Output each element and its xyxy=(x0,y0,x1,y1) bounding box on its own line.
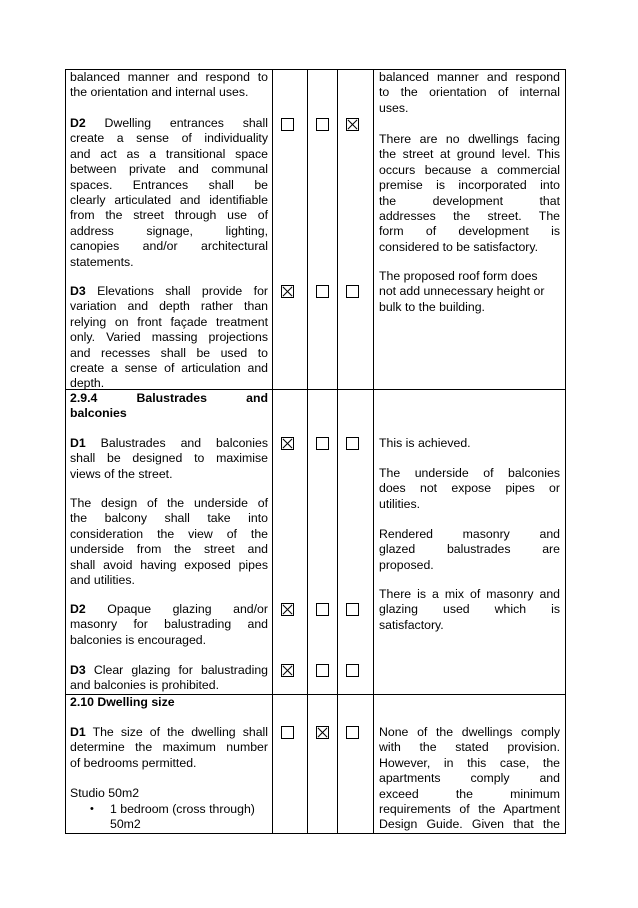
table-border-bottom xyxy=(65,833,565,834)
text-line: The size of the dwelling shall xyxy=(85,725,268,739)
requirement-d1-balconies xyxy=(70,436,268,482)
table-border-left xyxy=(65,69,66,834)
text-line: Rendered masonry and xyxy=(379,527,560,541)
d1-balconies-checkbox-na[interactable] xyxy=(346,437,359,450)
requirement-underside xyxy=(70,496,268,588)
text-line: occurs because a commercial xyxy=(379,162,560,177)
comment-d2-entrances xyxy=(379,132,560,255)
text-line: apartments comply and xyxy=(379,771,560,786)
text-line: to the orientation of internal xyxy=(379,85,560,100)
table-divider-2 xyxy=(307,69,308,834)
text-line: not add unnecessary height or xyxy=(379,284,545,299)
requirement-d3-elevations xyxy=(70,284,268,392)
text-line: between private and communal xyxy=(70,162,268,177)
text-line: balconies is encouraged. xyxy=(70,632,207,647)
text-line: depth. xyxy=(70,376,105,391)
text-line: requirements of the Apartment xyxy=(379,802,560,817)
text-line: Dwelling entrances shall xyxy=(85,116,268,130)
text-line: However, in this case, the xyxy=(379,755,560,770)
text-line: The design of the underside of xyxy=(70,496,268,510)
text-line: determine the maximum number xyxy=(70,740,268,755)
comment-d1-rendered xyxy=(379,527,560,573)
text-line: shall avoid having exposed pipes xyxy=(70,557,268,572)
text-line: create a sense of articulation and xyxy=(70,361,268,376)
text-line: balanced manner and respond xyxy=(379,70,560,84)
text-line: Balustrades and balconies xyxy=(85,436,268,450)
comment-d3-elevations xyxy=(379,269,560,315)
control-code: D3 xyxy=(70,284,86,298)
text-line: views of the street. xyxy=(70,466,173,481)
control-code: D1 xyxy=(70,725,86,739)
d1-dwelling-size-checkbox-no[interactable] xyxy=(316,726,329,739)
text-line: of bedrooms permitted. xyxy=(70,755,197,770)
text-line: underside from the street and xyxy=(70,542,268,557)
d3-clear-glazing-checkbox-no[interactable] xyxy=(316,664,329,677)
text-line: and utilities. xyxy=(70,573,135,588)
one-bedroom-size xyxy=(110,802,270,833)
text-line: None of the dwellings comply xyxy=(379,725,560,739)
text-line: 50m2 xyxy=(110,817,141,832)
d1-balconies-checkbox-no[interactable] xyxy=(316,437,329,450)
text-line: canopies and/or architectural xyxy=(70,239,268,254)
d1-dwelling-size-checkbox-na[interactable] xyxy=(346,726,359,739)
d1-dwelling-size-checkbox-yes[interactable] xyxy=(281,726,294,739)
control-code: D3 xyxy=(70,663,86,677)
text-line: satisfactory. xyxy=(379,617,444,632)
requirement-d3-clear-glazing xyxy=(70,663,268,694)
d1-balconies-checkbox-yes[interactable] xyxy=(281,437,294,450)
text-line: balanced manner and respond to xyxy=(70,70,268,84)
text-line: This is achieved. xyxy=(379,436,471,450)
control-code: D2 xyxy=(70,116,86,130)
table-divider-4 xyxy=(373,69,374,834)
text-line: addresses the street. The xyxy=(379,209,560,224)
comment-d1-underside xyxy=(379,466,560,512)
text-line: considered to be satisfactory. xyxy=(379,239,539,254)
text-line: glazing used which is xyxy=(379,602,560,617)
text-line: statements. xyxy=(70,254,134,269)
table-border-right xyxy=(565,69,566,834)
d2-glazing-checkbox-no[interactable] xyxy=(316,603,329,616)
text-line: form of development is xyxy=(379,224,560,239)
d3-elevations-checkbox-no[interactable] xyxy=(316,285,329,298)
text-line: Opaque glazing and/or xyxy=(85,602,268,616)
text-line: proposed. xyxy=(379,557,434,572)
text-line: the orientation and internal uses. xyxy=(70,85,249,100)
text-line: with the stated provision. xyxy=(379,740,560,755)
text-line: spaces. Entrances shall be xyxy=(70,177,268,192)
text-line: clearly articulated and identifiable xyxy=(70,193,268,208)
d3-clear-glazing-checkbox-yes[interactable] xyxy=(281,664,294,677)
text-line: There is a mix of masonry and xyxy=(379,587,560,601)
text-line: The underside of balconies xyxy=(379,466,560,480)
text-line: the street at ground level. This xyxy=(379,147,560,162)
requirement-d1-dwelling-size xyxy=(70,725,268,771)
text-line: the development that xyxy=(379,193,560,208)
table-divider-1 xyxy=(272,69,273,834)
text-line: only. Varied massing projections xyxy=(70,330,268,345)
text-line: create a sense of individuality xyxy=(70,131,268,146)
d3-elevations-checkbox-yes[interactable] xyxy=(281,285,294,298)
studio-size: Studio 50m2 xyxy=(70,786,140,800)
table-divider-3 xyxy=(337,69,338,834)
text-line: uses. xyxy=(379,100,409,115)
control-code: D1 xyxy=(70,436,86,450)
text-line: consideration the view of the xyxy=(70,526,268,541)
text-line: glazed balustrades are xyxy=(379,542,560,557)
text-line: Design Guide. Given that the xyxy=(379,817,560,832)
text-line: Elevations shall provide for xyxy=(85,284,268,298)
d3-clear-glazing-checkbox-na[interactable] xyxy=(346,664,359,677)
text-line: masonry for balustrading and xyxy=(70,617,268,632)
section-heading-210: 2.10 Dwelling size xyxy=(70,695,175,709)
heading-line: 2.9.4 Balustrades and xyxy=(70,391,268,405)
requirement-d2-entrances xyxy=(70,116,268,270)
text-line: exceed the minimum xyxy=(379,786,560,801)
text-line: 1 bedroom (cross through) xyxy=(110,802,255,816)
d2-entrances-checkbox-no[interactable] xyxy=(316,118,329,131)
requirement-d2-glazing xyxy=(70,602,268,648)
text-line: bulk to the building. xyxy=(379,299,485,314)
bullet-icon: • xyxy=(90,803,94,815)
d2-entrances-checkbox-na[interactable] xyxy=(346,118,359,131)
comment-d1-dwelling-size xyxy=(379,725,560,833)
text-line: Clear glazing for balustrading xyxy=(85,663,268,677)
text-line: from the street through use of xyxy=(70,208,268,223)
text-line: and act as a transitional space xyxy=(70,146,268,161)
text-line: relying on front façade treatment xyxy=(70,314,268,329)
heading-line: balconies xyxy=(70,406,127,421)
text-line: premise is incorporated into xyxy=(379,178,560,193)
d2-glazing-checkbox-na[interactable] xyxy=(346,603,359,616)
text-line: utilities. xyxy=(379,496,421,511)
text-line: shall be designed to maximise xyxy=(70,451,268,466)
comment-d1-achieved xyxy=(379,436,560,451)
intro-comment-text xyxy=(379,70,560,116)
text-line: The proposed roof form does xyxy=(379,269,538,283)
control-code: D2 xyxy=(70,602,86,616)
text-line: There are no dwellings facing xyxy=(379,132,560,146)
section-heading-294 xyxy=(70,391,268,422)
intro-requirement-text xyxy=(70,70,268,101)
text-line: the balcony shall take into xyxy=(70,511,268,526)
d2-glazing-checkbox-yes[interactable] xyxy=(281,603,294,616)
text-line: and recesses shall be used to xyxy=(70,345,268,360)
text-line: variation and depth rather than xyxy=(70,299,268,314)
comment-d2-glazing xyxy=(379,587,560,633)
text-line: does not expose pipes or xyxy=(379,481,560,496)
d2-entrances-checkbox-yes[interactable] xyxy=(281,118,294,131)
text-line: address signage, lighting, xyxy=(70,223,268,238)
d3-elevations-checkbox-na[interactable] xyxy=(346,285,359,298)
text-line: and balconies is prohibited. xyxy=(70,678,220,693)
